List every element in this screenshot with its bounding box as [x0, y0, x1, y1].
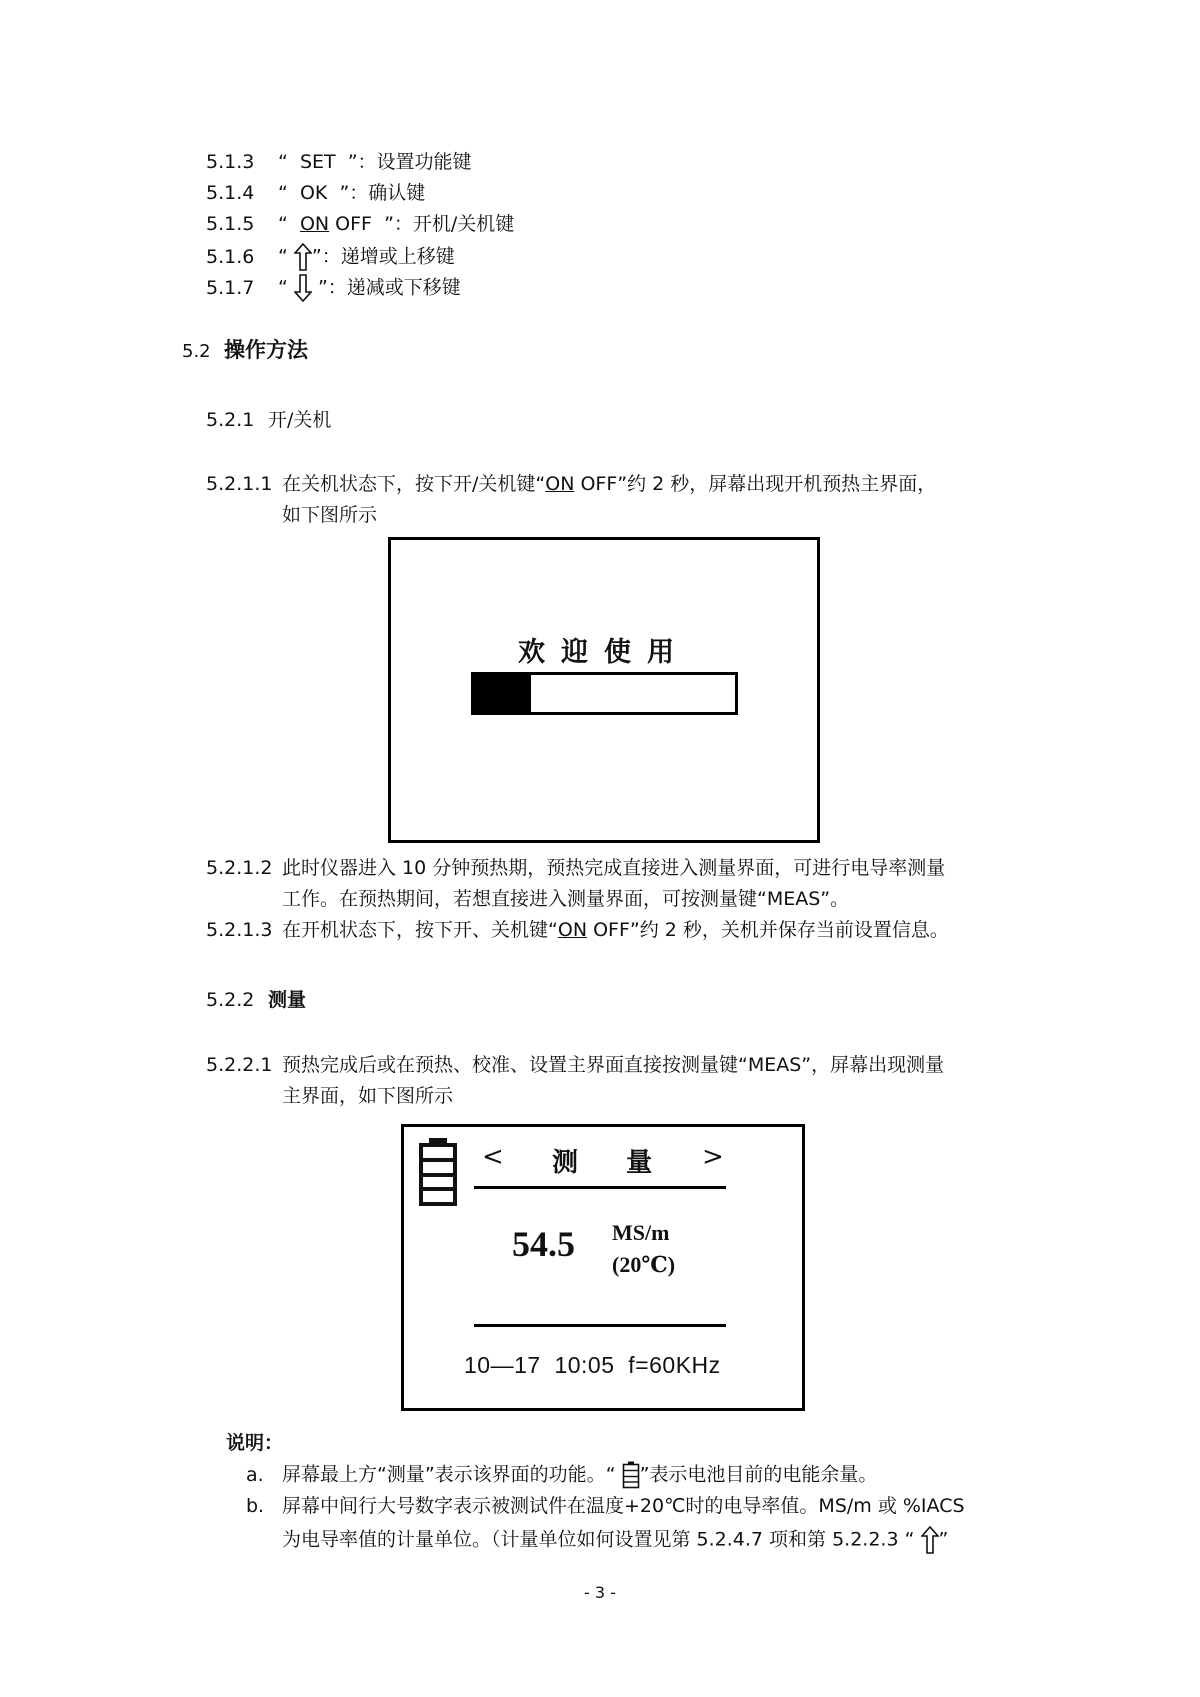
key-item-onoff	[206, 212, 514, 236]
key-description: 确认键	[368, 182, 426, 204]
up-arrow-icon	[294, 243, 312, 271]
subsection-title: 测量	[268, 989, 307, 1011]
header-divider	[474, 1186, 726, 1189]
unit-label: MS/m	[612, 1220, 670, 1245]
paragraph-text: 在关机状态下，按下开/关机键“	[282, 473, 546, 495]
item-number: 5.1.6	[206, 245, 255, 268]
paragraph-text: 预热完成后或在预热、校准、设置主界面直接按测量键“MEAS”，屏幕出现测量	[282, 1054, 945, 1076]
note-text: ”表示电池目前的电能余量。	[639, 1463, 878, 1486]
item-number: 5.1.4	[206, 182, 255, 204]
section-heading	[182, 334, 308, 364]
page-number: - 3 -	[584, 1583, 616, 1602]
key-description: 递增或上移键	[340, 245, 455, 268]
paragraph-text: 此时仪器进入 10 分钟预热期，预热完成直接进入测量界面，可进行电导率测量	[282, 857, 946, 879]
paragraph-text: 在开机状态下，按下开、关机键“	[282, 919, 558, 941]
welcome-screen-figure	[388, 537, 820, 843]
key-label-off: OFF	[574, 473, 618, 495]
note-text: 屏幕最上方“测量”表示该界面的功能。“	[282, 1463, 616, 1486]
paragraph-5221-cont: 主界面，如下图所示	[282, 1085, 454, 1107]
up-arrow-icon	[921, 1526, 939, 1554]
item-number: 5.1.3	[206, 151, 255, 173]
key-item-ok	[206, 181, 425, 205]
notes-heading: 说明：	[226, 1432, 284, 1454]
note-text: 为电导率值的计量单位。（计量单位如何设置见第 5.2.4.7 项和第 5.2.2.3 “	[282, 1528, 915, 1551]
key-description: 开机/关机键	[412, 213, 515, 235]
quote-open: “	[278, 276, 288, 299]
nav-right-icon: >	[702, 1142, 724, 1172]
footer-divider	[474, 1324, 726, 1327]
quote-close: ”：	[311, 245, 341, 268]
conductivity-value: 54.5	[512, 1224, 575, 1264]
note-text: ”	[938, 1528, 949, 1551]
paragraph-number: 5.2.1.2	[206, 857, 273, 879]
paragraph-text: ”约 2 秒，屏幕出现开机预热主界面，	[617, 473, 937, 495]
key-description: 递减或下移键	[346, 276, 461, 299]
paragraph-5212-cont: 工作。在预热期间，若想直接进入测量界面，可按测量键“MEAS”。	[282, 888, 850, 910]
paragraph-5211-cont: 如下图所示	[282, 504, 378, 526]
key-label-off: OFF	[329, 213, 372, 235]
note-text: 屏幕中间行大号数字表示被测试件在温度+20℃时的电导率值。MS/m 或 %IACS	[282, 1495, 965, 1517]
note-a	[246, 1461, 877, 1489]
down-arrow-icon	[294, 274, 312, 302]
quote-open: “	[278, 182, 288, 204]
key-label-on: ON	[545, 473, 575, 495]
note-label: b.	[246, 1495, 265, 1517]
subsection-title: 开/关机	[268, 409, 332, 431]
warmup-progress-bar	[471, 672, 738, 715]
key-label-on: ON	[299, 213, 330, 235]
key-label-on: ON	[557, 919, 588, 941]
key-item-down	[206, 274, 461, 302]
nav-left-icon: <	[482, 1142, 504, 1172]
key-label-off: OFF	[587, 919, 630, 941]
subsection-heading-measure	[206, 985, 306, 1012]
screen-title: 测 量	[552, 1148, 663, 1178]
status-line: 10—17 10:05 f=60KHz	[464, 1352, 721, 1378]
battery-icon	[419, 1138, 457, 1206]
quote-open: “	[278, 151, 288, 173]
section-number: 5.2	[182, 341, 211, 362]
paragraph-number: 5.2.1.3	[206, 919, 273, 941]
item-number: 5.1.7	[206, 276, 255, 299]
subsection-heading-power	[206, 405, 331, 432]
note-label: a.	[246, 1463, 264, 1486]
progress-fill	[474, 675, 531, 712]
key-item-set	[206, 150, 472, 174]
note-b-cont	[282, 1526, 948, 1554]
paragraph-5212	[206, 856, 945, 880]
quote-close: ”：	[317, 276, 347, 299]
subsection-number: 5.2.2	[206, 989, 255, 1011]
quote-close: ”：	[384, 213, 413, 235]
paragraph-number: 5.2.1.1	[206, 473, 273, 495]
key-item-up	[206, 243, 455, 271]
quote-open: “	[278, 245, 288, 268]
note-b	[246, 1494, 965, 1518]
paragraph-5211	[206, 472, 936, 496]
subsection-number: 5.2.1	[206, 409, 255, 431]
quote-close: ”：	[339, 182, 369, 204]
quote-close: ”：	[347, 151, 377, 173]
quote-open: “	[278, 213, 288, 235]
key-label: OK	[299, 182, 328, 204]
key-description: 设置功能键	[376, 151, 472, 173]
paragraph-number: 5.2.2.1	[206, 1054, 273, 1076]
item-number: 5.1.5	[206, 213, 255, 235]
paragraph-text: ”约 2 秒，关机并保存当前设置信息。	[629, 919, 949, 941]
measurement-screen-figure	[401, 1124, 805, 1411]
section-title: 操作方法	[224, 338, 308, 362]
paragraph-5213	[206, 918, 949, 942]
battery-icon	[622, 1461, 640, 1489]
welcome-text: 欢迎使用	[518, 637, 690, 668]
key-label: SET	[299, 151, 336, 173]
temperature-label: (20℃)	[612, 1252, 676, 1277]
paragraph-5221	[206, 1053, 944, 1077]
